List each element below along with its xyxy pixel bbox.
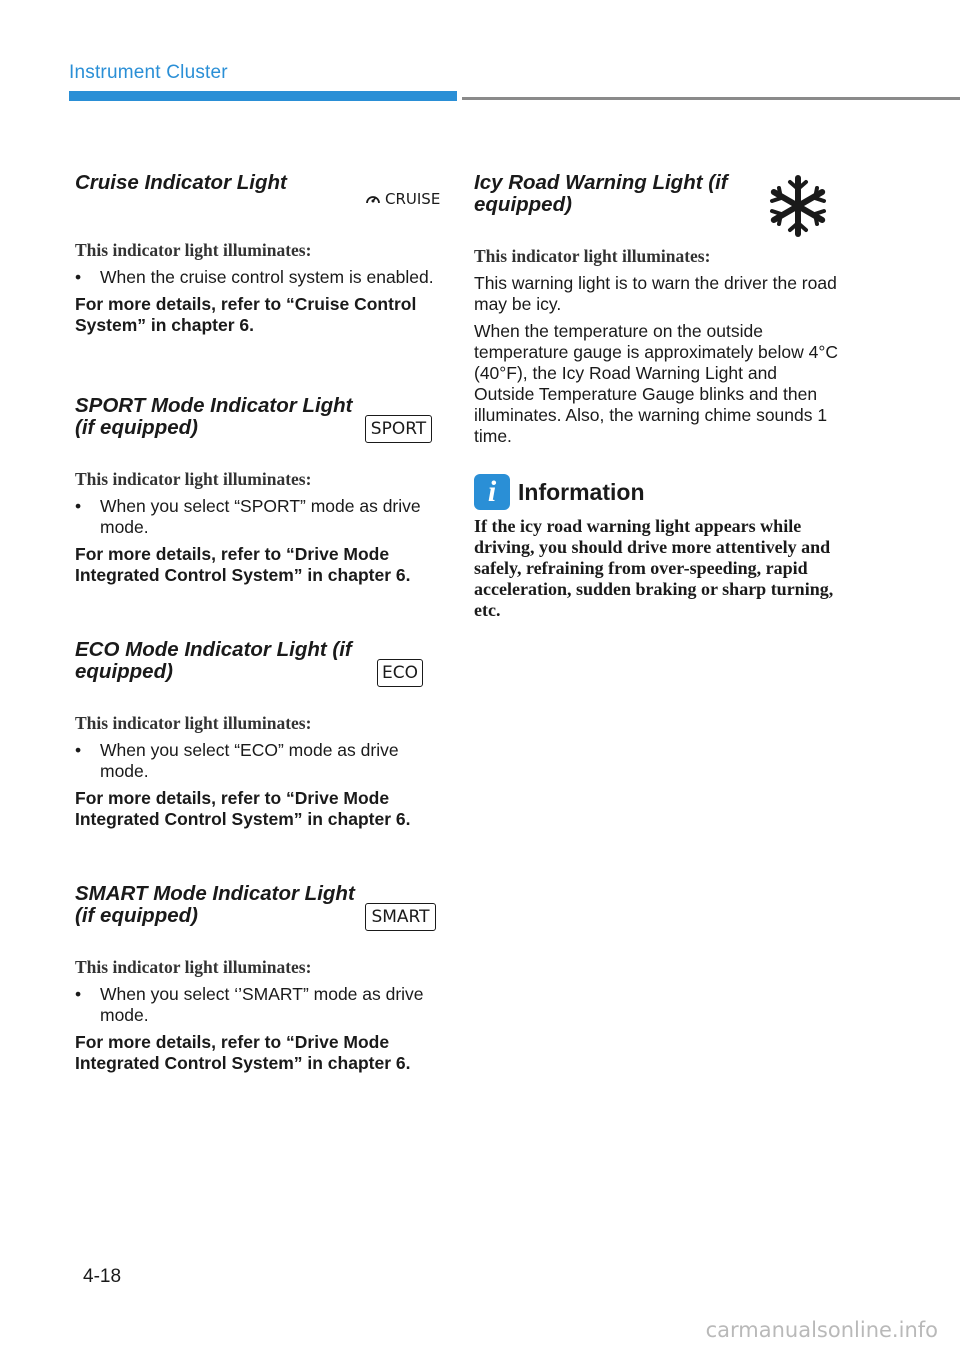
bullet-item [75, 740, 440, 782]
bullet-dot: • [75, 984, 82, 1004]
sport-indicator-icon [365, 415, 432, 443]
smart-section [75, 883, 440, 1074]
lead-text: This indicator light illuminates: [474, 246, 711, 266]
page-number: 4-18 [83, 1266, 122, 1287]
bullet-dot: • [75, 740, 82, 760]
eco-section [75, 639, 440, 830]
header-accent-bar [69, 91, 457, 101]
section-title: Icy Road Warning Light (if equipped) [474, 171, 728, 216]
information-header [474, 474, 839, 510]
reference-note: For more details, refer to “Drive Mode Integrated Control System” in chapter 6. [75, 1032, 411, 1073]
info-icon: i [474, 474, 510, 510]
information-title: Information [518, 478, 645, 505]
section-title: ECO Mode Indicator Light (if equipped) [75, 638, 352, 683]
lead-text: This indicator light illuminates: [75, 469, 312, 489]
eco-indicator-icon [377, 659, 423, 687]
smart-indicator-icon [365, 903, 436, 931]
information-box [474, 474, 839, 621]
smart-icon-label: SMART [371, 906, 430, 927]
paragraph: This warning light is to warn the driver the road may be icy. [474, 273, 837, 314]
information-body: If the icy road warning light appears while driving, you should drive more attentively and safely, refraining from over-speeding, rapid acceleration, sudden braking or sharp turning, etc. [474, 516, 834, 620]
lead-text: This indicator light illuminates: [75, 713, 312, 733]
header-divider-bar [462, 97, 960, 100]
paragraph: When the temperature on the outside temperature gauge is approximately below 4°C (40°F), the Icy Road Warning Light and Outside Temperature Gauge blinks and then illuminates. Also, the warning chime sounds 1 time. [474, 321, 838, 446]
bullet-text: When you select “SPORT” mode as drive mode. [100, 496, 421, 537]
bullet-text: When you select “ECO” mode as drive mode. [100, 740, 399, 781]
bullet-item [75, 496, 440, 538]
cruise-indicator-icon [365, 190, 440, 208]
section-title: SPORT Mode Indicator Light (if equipped) [75, 394, 353, 439]
eco-icon-label: ECO [382, 662, 418, 683]
reference-note: For more details, refer to “Cruise Control System” in chapter 6. [75, 294, 417, 335]
sport-icon-label: SPORT [370, 418, 427, 439]
section-title: Cruise Indicator Light [75, 171, 287, 194]
lead-text: This indicator light illuminates: [75, 957, 312, 977]
reference-note: For more details, refer to “Drive Mode Integrated Control System” in chapter 6. [75, 788, 411, 829]
section-title: SMART Mode Indicator Light (if equipped) [75, 882, 355, 927]
sport-section [75, 395, 440, 586]
speedometer-icon [365, 192, 381, 206]
cruise-icon-label: CRUISE [385, 190, 441, 208]
bullet-text: When the cruise control system is enabled. [100, 267, 434, 287]
bullet-item [75, 984, 440, 1026]
bullet-item [75, 267, 440, 288]
watermark: carmanualsonline.info [705, 1318, 938, 1342]
page-header-title: Instrument Cluster [69, 62, 228, 83]
bullet-dot: • [75, 267, 82, 287]
snowflake-icon [766, 174, 830, 238]
icy-road-section [474, 172, 839, 447]
lead-text: This indicator light illuminates: [75, 240, 312, 260]
reference-note: For more details, refer to “Drive Mode Integrated Control System” in chapter 6. [75, 544, 411, 585]
bullet-dot: • [75, 496, 82, 516]
bullet-text: When you select ‘’SMART” mode as drive mode. [100, 984, 424, 1025]
cruise-section [75, 172, 440, 336]
